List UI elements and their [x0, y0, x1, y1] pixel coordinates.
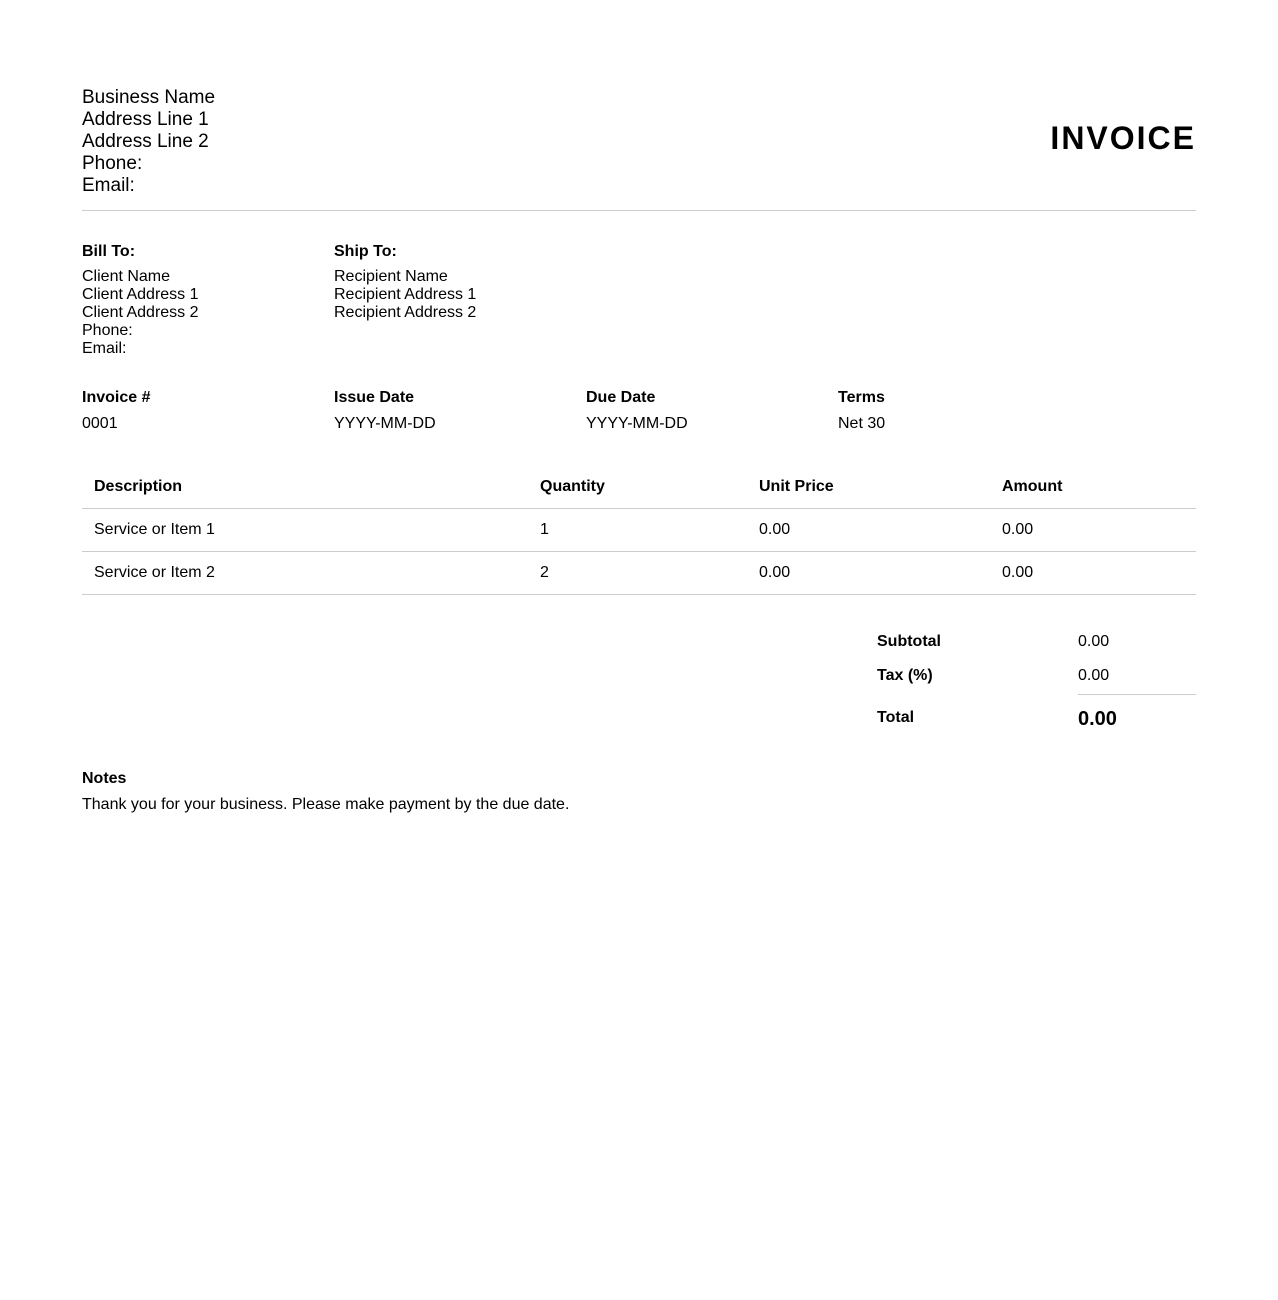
- total-label: Total: [877, 709, 915, 726]
- subtotal-value: 0.00: [1078, 633, 1110, 650]
- subtotal-label: Subtotal: [877, 633, 941, 650]
- column-header-unit-price: Unit Price: [747, 465, 990, 509]
- bill-to-phone: Phone:: [82, 322, 133, 339]
- bill-to-client-name: Client Name: [82, 268, 171, 285]
- parties-section: [82, 242, 1196, 358]
- item-quantity: 1: [528, 509, 747, 552]
- terms-label: Terms: [838, 389, 885, 406]
- tax-row: [877, 659, 1196, 693]
- invoice-number-value: 0001: [82, 415, 118, 432]
- terms-value: Net 30: [838, 415, 886, 432]
- ship-to-address-2: Recipient Address 2: [334, 304, 477, 321]
- column-header-quantity: Quantity: [528, 465, 747, 509]
- column-header-amount: Amount: [990, 465, 1196, 509]
- bill-to-address-2: Client Address 2: [82, 304, 199, 321]
- ship-to-block: [334, 242, 586, 358]
- ship-to-address-1: Recipient Address 1: [334, 286, 477, 303]
- total-row: [877, 695, 1196, 737]
- tax-value: 0.00: [1078, 667, 1110, 684]
- issue-date-value: YYYY-MM-DD: [334, 415, 436, 432]
- bill-to-email: Email:: [82, 340, 127, 357]
- business-phone: Phone:: [82, 153, 143, 174]
- bill-to-block: [82, 242, 334, 358]
- item-unit-price: 0.00: [747, 509, 990, 552]
- item-amount: 0.00: [990, 509, 1196, 552]
- business-info: [82, 87, 215, 197]
- item-description: Service or Item 1: [82, 509, 528, 552]
- notes-label: Notes: [82, 770, 127, 787]
- column-header-description: Description: [82, 465, 528, 509]
- item-description: Service or Item 2: [82, 552, 528, 595]
- table-row: [82, 552, 1196, 595]
- total-value: 0.00: [1078, 708, 1117, 730]
- item-amount: 0.00: [990, 552, 1196, 595]
- table-header-row: [82, 465, 1196, 509]
- issue-date-field: [334, 388, 586, 434]
- subtotal-row: [877, 625, 1196, 659]
- line-items-table: [82, 465, 1196, 595]
- terms-field: [838, 388, 1090, 434]
- bill-to-address-1: Client Address 1: [82, 286, 199, 303]
- due-date-field: [586, 388, 838, 434]
- due-date-label: Due Date: [586, 389, 656, 406]
- tax-label: Tax (%): [877, 667, 933, 684]
- business-address-2: Address Line 2: [82, 131, 209, 152]
- invoice-number-label: Invoice #: [82, 389, 151, 406]
- item-unit-price: 0.00: [747, 552, 990, 595]
- item-quantity: 2: [528, 552, 747, 595]
- business-address-1: Address Line 1: [82, 109, 209, 130]
- business-name: Business Name: [82, 87, 216, 108]
- notes-section: [82, 769, 1196, 815]
- ship-to-label: Ship To:: [334, 243, 397, 260]
- ship-to-recipient-name: Recipient Name: [334, 268, 448, 285]
- invoice-title: INVOICE: [1050, 119, 1196, 156]
- business-email: Email:: [82, 175, 135, 196]
- issue-date-label: Issue Date: [334, 389, 415, 406]
- notes-text: Thank you for your business. Please make payment by the due date.: [82, 796, 570, 813]
- table-row: [82, 509, 1196, 552]
- due-date-value: YYYY-MM-DD: [586, 415, 688, 432]
- invoice-meta: [82, 388, 1196, 434]
- invoice-header: [82, 84, 1196, 211]
- totals-section: [877, 625, 1196, 737]
- invoice-page: [82, 84, 1196, 815]
- bill-to-label: Bill To:: [82, 243, 136, 260]
- invoice-number-field: [82, 388, 334, 434]
